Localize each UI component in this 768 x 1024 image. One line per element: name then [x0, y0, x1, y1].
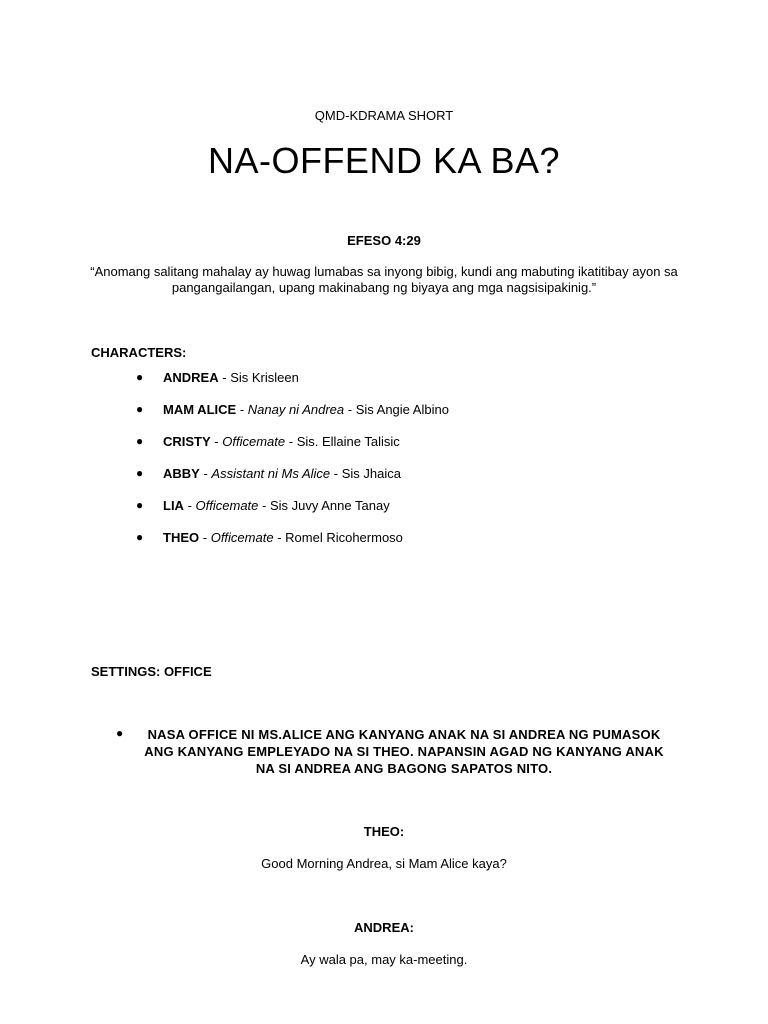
character-actor: Sis. Ellaine Talisic [296, 434, 400, 449]
dialogue-line: Ay wala pa, may ka-meeting. [300, 952, 468, 967]
character-role: Officemate [210, 530, 274, 545]
verse-reference: EFESO 4:29 [347, 233, 421, 248]
character-actor: Sis Angie Albino [355, 402, 449, 417]
character-role: Officemate [222, 434, 286, 449]
bullet-icon: ● [136, 466, 144, 480]
character-item: ● ABBY - Assistant ni Ms Alice - Sis Jhaica [136, 466, 401, 481]
character-name: LIA [163, 498, 184, 513]
character-role: Assistant ni Ms Alice [211, 466, 331, 481]
character-name: ANDREA [163, 370, 219, 385]
character-actor: Sis Jhaica [341, 466, 401, 481]
characters-heading: CHARACTERS: [91, 345, 187, 360]
settings-heading: SETTINGS: OFFICE [91, 664, 212, 679]
dialogue-speaker: THEO: [363, 824, 405, 839]
bullet-icon: ● [136, 370, 144, 384]
document-title: NA-OFFEND KA BA? [207, 140, 561, 181]
bullet-icon: ● [136, 434, 144, 448]
dialogue-speaker: ANDREA: [354, 920, 414, 935]
character-name: MAM ALICE [163, 402, 237, 417]
character-actor: Sis Juvy Anne Tanay [269, 498, 390, 513]
character-item: ● LIA - Officemate - Sis Juvy Anne Tanay [136, 498, 390, 513]
character-name: CRISTY [163, 434, 211, 449]
dialogue-line: Good Morning Andrea, si Mam Alice kaya? [261, 856, 507, 871]
character-name: ABBY [163, 466, 200, 481]
character-item: ● THEO - Officemate - Romel Ricohermoso [136, 530, 403, 545]
bullet-icon: ● [136, 402, 144, 416]
character-item: ● MAM ALICE - Nanay ni Andrea - Sis Angie Albino [136, 402, 449, 417]
scene-direction: NASA OFFICE NI MS.ALICE ANG KANYANG ANAK NA SI ANDREA NG PUMASOK ANG KANYANG EMPLEYADO NA SI THEO. NAPANSIN AGAD NG KANYANG ANAK NA SI ANDREA ANG BAGONG SAPATOS NITO. [144, 727, 664, 776]
verse-text: “Anomang salitang mahalay ay huwag lumabas sa inyong bibig, kundi ang mabuting ikatitibay ayon sa pangangailangan, upang makinabang ng biyaya ang mga nagsisipakinig.” [90, 264, 678, 295]
character-name: THEO [163, 530, 200, 545]
character-actor: Sis Krisleen [230, 370, 299, 385]
document-subtitle: QMD-KDRAMA SHORT [314, 108, 454, 123]
character-actor: Romel Ricohermoso [285, 530, 403, 545]
bullet-icon: ● [136, 498, 144, 512]
character-item: ● CRISTY - Officemate - Sis. Ellaine Talisic [136, 434, 400, 449]
character-role: Nanay ni Andrea [247, 402, 345, 417]
character-role: Officemate [195, 498, 259, 513]
bullet-icon: ● [116, 726, 124, 740]
bullet-icon: ● [136, 530, 144, 544]
character-item: ● ANDREA - Sis Krisleen [136, 370, 299, 385]
